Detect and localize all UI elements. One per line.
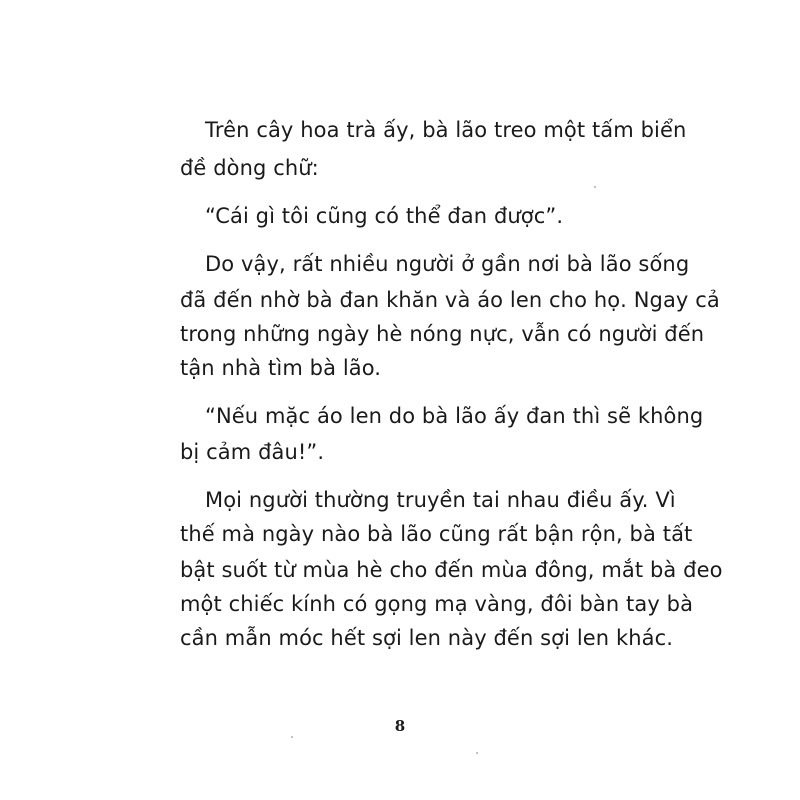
page-number: 8 <box>394 717 406 735</box>
text-line: một chiếc kính có gọng mạ vàng, đôi bàn tay bà <box>180 592 694 616</box>
scan-speck <box>594 186 596 188</box>
text-line: Trên cây hoa trà ấy, bà lão treo một tấm biển <box>205 118 687 142</box>
text-line: Mọi người thường truyền tai nhau điều ấy. Vì <box>205 488 676 512</box>
text-line: đề dòng chữ: <box>180 156 319 180</box>
text-line: trong những ngày hè nóng nực, vẫn có người đến <box>180 322 705 346</box>
text-line: “Cái gì tôi cũng có thể đan được”. <box>205 204 564 228</box>
scan-speck <box>291 736 293 738</box>
text-line: bị cảm đâu!”. <box>180 440 325 464</box>
scan-speck <box>476 752 478 754</box>
text-line: thế mà ngày nào bà lão cũng rất bận rộn, bà tất <box>180 522 693 546</box>
text-line: “Nếu mặc áo len do bà lão ấy đan thì sẽ không <box>205 404 704 428</box>
text-line: tận nhà tìm bà lão. <box>180 356 382 380</box>
text-line: Do vậy, rất nhiều người ở gần nơi bà lão sống <box>205 252 690 276</box>
text-line: cần mẫn móc hết sợi len này đến sợi len khác. <box>180 626 674 650</box>
text-line: bật suốt từ mùa hè cho đến mùa đông, mắt bà đeo <box>180 558 723 582</box>
text-line: đã đến nhờ bà đan khăn và áo len cho họ. Ngay cả <box>180 288 720 312</box>
